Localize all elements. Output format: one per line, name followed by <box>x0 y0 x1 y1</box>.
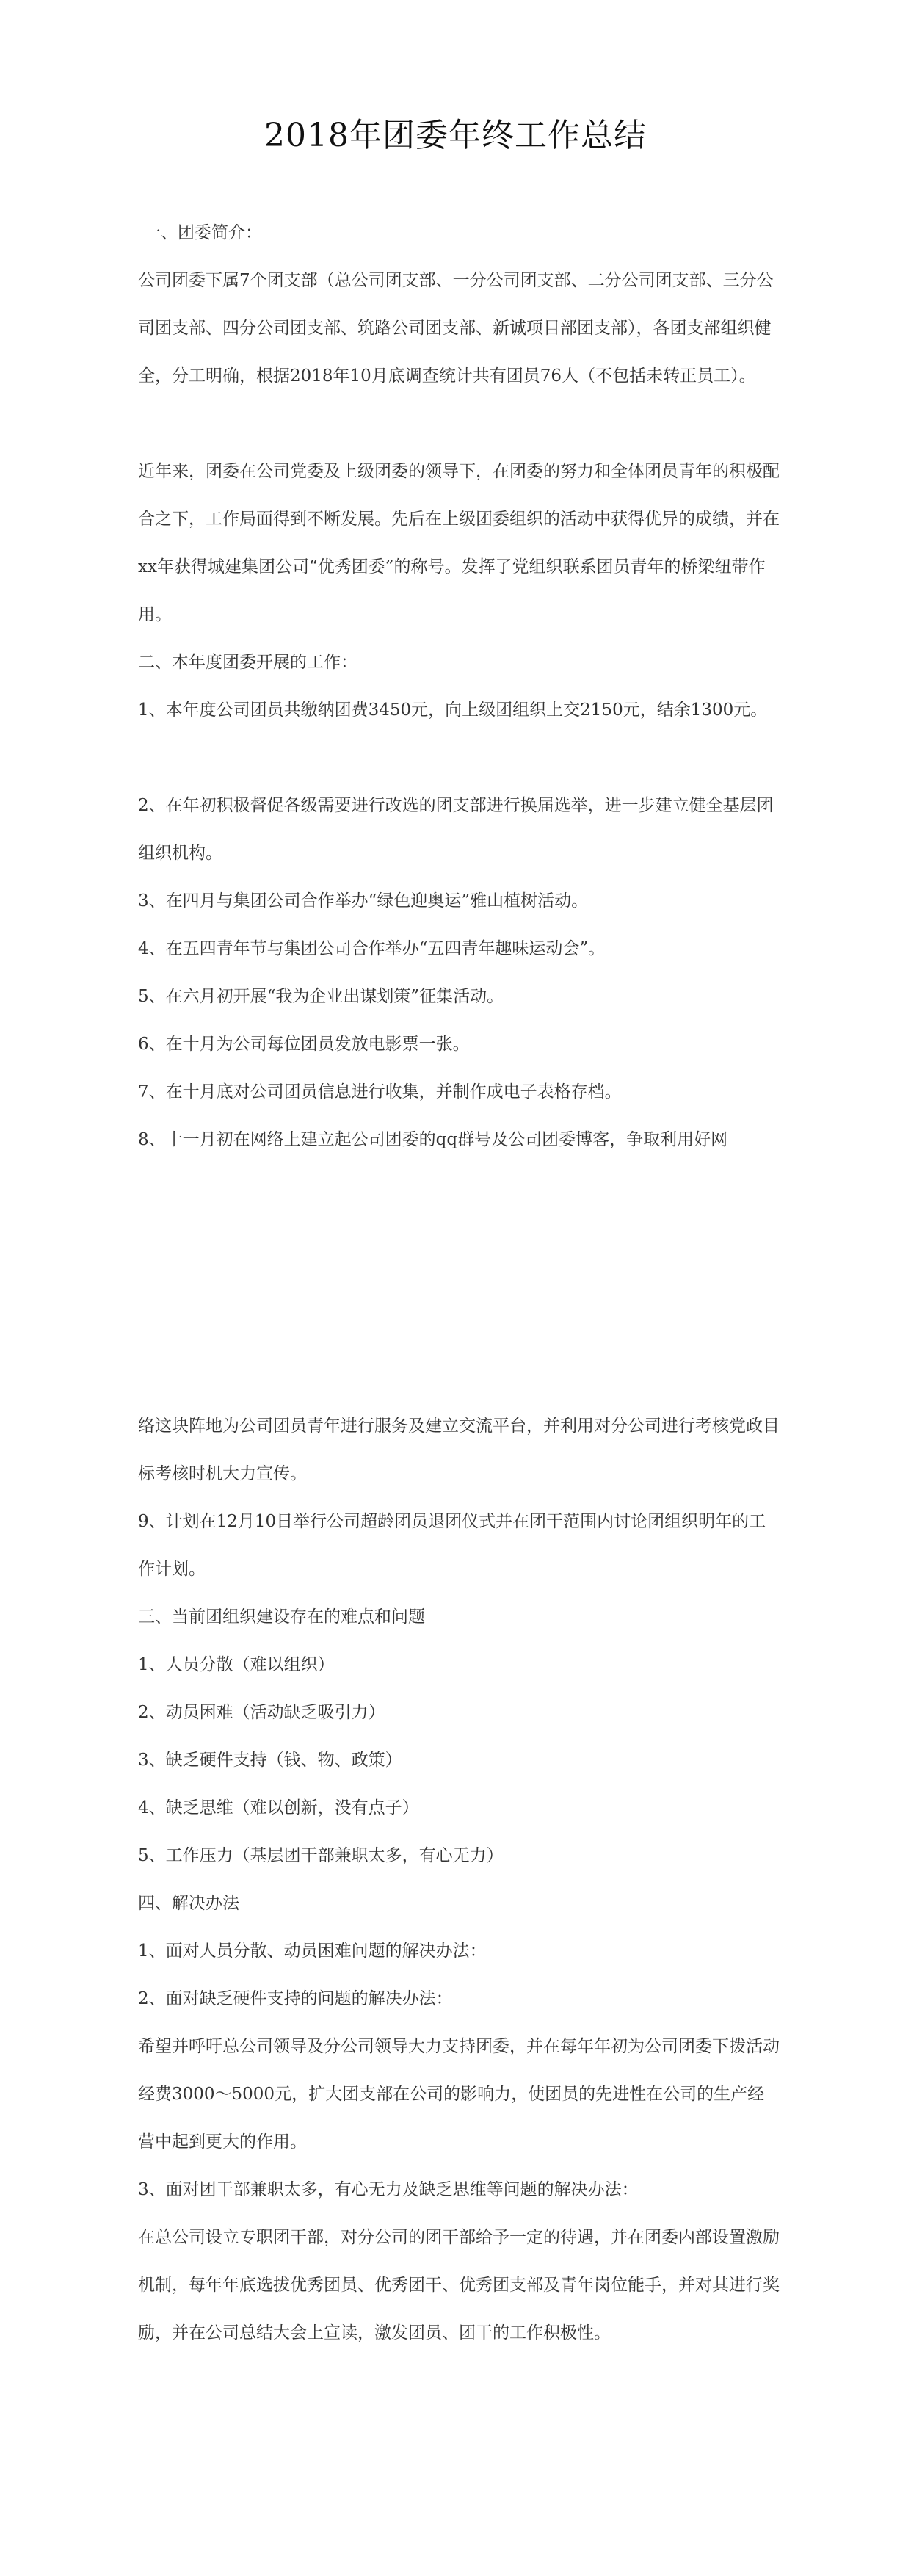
work-item-1: 1、本年度公司团员共缴纳团费3450元，向上级团组织上交2150元，结余1300元。 <box>138 701 768 720</box>
work-item-8-continued: 络这块阵地为公司团员青年进行服务及建立交流平台，并利用对分公司进行考核党政目标考核时机大力宣传。 <box>138 1417 780 1483</box>
work-item-2: 2、在年初积极督促各级需要进行改选的团支部进行换届选举，进一步建立健全基层团组织机构。 <box>138 796 774 863</box>
solution-1: 1、面对人员分散、动员困难问题的解决办法： <box>138 1942 487 1961</box>
problem-item-1: 1、人员分散（难以组织） <box>138 1655 335 1674</box>
solution-2-text: 希望并呼吁总公司领导及分公司领导大力支持团委，并在每年年初为公司团委下拨活动经费3000～5000元，扩大团支部在公司的影响力，使团员的先进性在公司的生产经营中起到更大的作用。 <box>138 2037 780 2152</box>
intro-paragraph-2: 近年来，团委在公司党委及上级团委的领导下，在团委的努力和全体团员青年的积极配合之下，工作局面得到不断发展。先后在上级团委组织的活动中获得优异的成绩，并在xx年获得城建集团公司“优秀团委”的称号。发挥了党组织联系团员青年的桥梁纽带作用。 <box>138 462 780 624</box>
section-heading-problems: 三、当前团组织建设存在的难点和问题 <box>138 1607 425 1627</box>
solution-3-text: 在总公司设立专职团干部，对分公司的团干部给予一定的待遇，并在团委内部设置激励机制，每年年底选拔优秀团员、优秀团干、优秀团支部及青年岗位能手，并对其进行奖励，并在公司总结大会上宣读，激发团员、团干的工作积极性。 <box>138 2228 780 2342</box>
problem-item-2: 2、动员困难（活动缺乏吸引力） <box>138 1703 385 1722</box>
problem-item-4: 4、缺乏思维（难以创新，没有点子） <box>138 1798 419 1817</box>
solution-2: 2、面对缺乏硬件支持的问题的解决办法： <box>138 1989 453 2008</box>
section-heading-work: 二、本年度团委开展的工作： <box>138 653 357 672</box>
work-item-5: 5、在六月初开展“我为企业出谋划策”征集活动。 <box>138 987 504 1006</box>
work-item-9: 9、计划在12月10日举行公司超龄团员退团仪式并在团干范围内讨论团组织明年的工作计划。 <box>138 1512 766 1579</box>
intro-paragraph-1: 公司团委下属7个团支部（总公司团支部、一分公司团支部、二分公司团支部、三分公司团支部、四分公司团支部、筑路公司团支部、新诚项目部团支部），各团支部组织健全，分工明确，根据2018年10月底调查统计共有团员76人（不包括未转正员工）。 <box>138 271 774 386</box>
solution-3: 3、面对团干部兼职太多，有心无力及缺乏思维等问题的解决办法： <box>138 2180 639 2199</box>
problem-item-3: 3、缺乏硬件支持（钱、物、政策） <box>138 1751 402 1770</box>
work-item-4: 4、在五四青年节与集团公司合作举办“五四青年趣味运动会”。 <box>138 939 606 958</box>
problem-item-5: 5、工作压力（基层团干部兼职太多，有心无力） <box>138 1846 504 1865</box>
document-title: 2018年团委年终工作总结 <box>264 117 647 154</box>
section-heading-intro: 一、团委简介： <box>144 223 262 242</box>
work-item-6: 6、在十月为公司每位团员发放电影票一张。 <box>138 1035 470 1054</box>
work-item-3: 3、在四月与集团公司合作举办“绿色迎奥运”雅山植树活动。 <box>138 891 589 911</box>
section-heading-solutions: 四、解决办法 <box>138 1894 239 1913</box>
work-item-8: 8、十一月初在网络上建立起公司团委的qq群号及公司团委博客，争取利用好网 <box>138 1130 728 1149</box>
work-item-7: 7、在十月底对公司团员信息进行收集，并制作成电子表格存档。 <box>138 1082 622 1101</box>
